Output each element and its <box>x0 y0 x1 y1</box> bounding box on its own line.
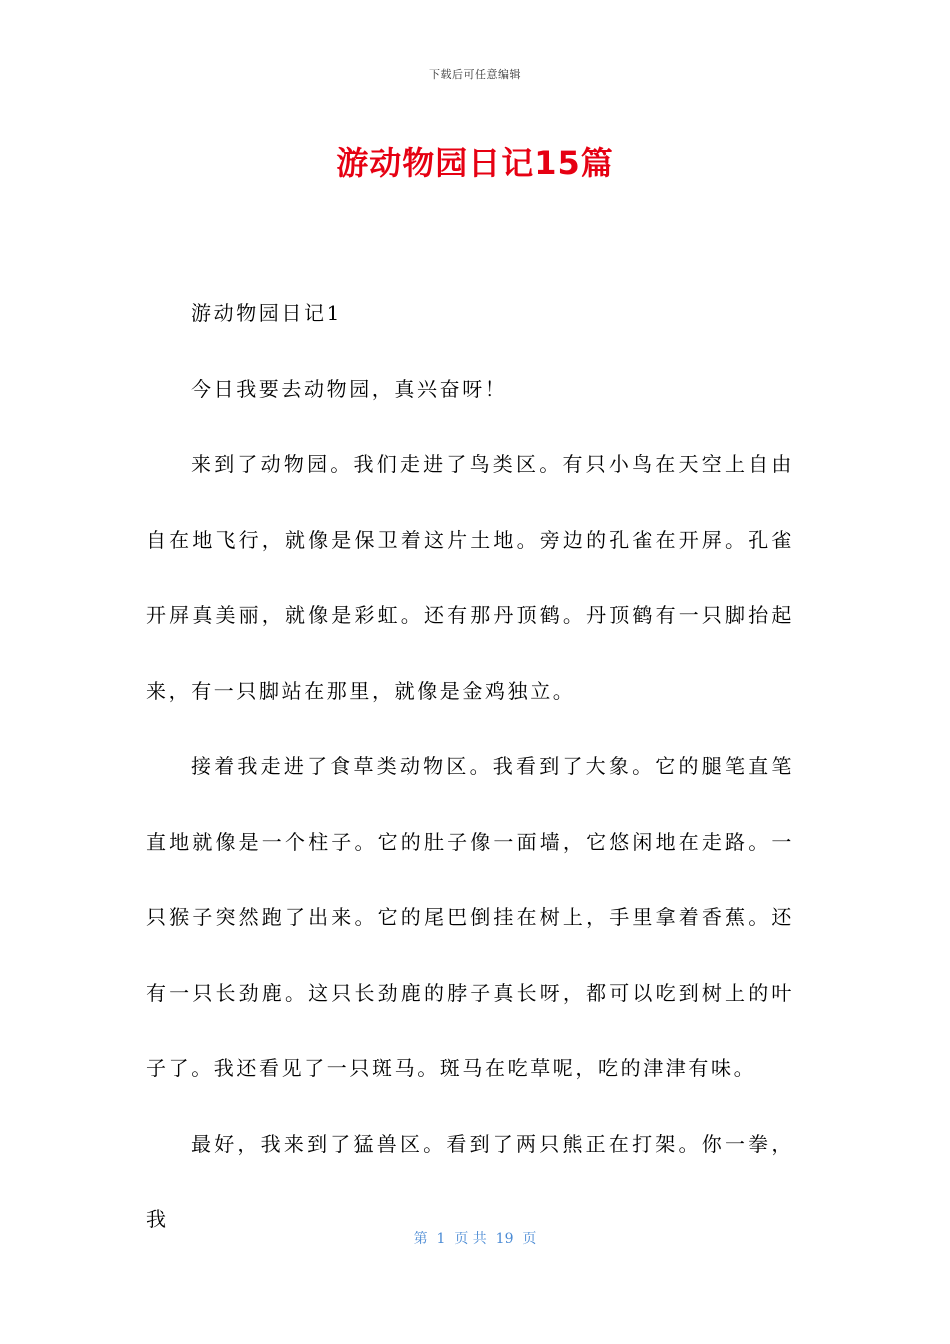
page-number-footer: 第 1 页 共 19 页 <box>413 1231 537 1247</box>
paragraph-3: 接着我走进了食草类动物区。我看到了大象。它的腿笔直笔直地就像是一个柱子。它的肚子像一面墙，它悠闲地在走路。一只猴子突然跑了出来。它的尾巴倒挂在树上，手里拿着香蕉。还有一只长劲鹿。这只长劲鹿的脖子真长呀，都可以吃到树上的叶子了。我还看见了一只斑马。斑马在吃草呢，吃的津津有味。 <box>146 754 794 1080</box>
paragraph-4: 最好，我来到了猛兽区。看到了两只熊正在打架。你一拳，我 <box>146 1131 794 1231</box>
section-heading: 游动物园日记1 <box>191 301 342 325</box>
document-body <box>146 276 794 1258</box>
document-title: 游动物园日记15篇 <box>336 144 614 182</box>
header-note: 下载后可任意编辑 <box>429 68 521 81</box>
paragraph-2: 来到了动物园。我们走进了鸟类区。有只小鸟在天空上自由自在地飞行，就像是保卫着这片土地。旁边的孔雀在开屏。孔雀开屏真美丽，就像是彩虹。还有那丹顶鹤。丹顶鹤有一只脚抬起来，有一只脚站在那里，就像是金鸡独立。 <box>146 452 794 703</box>
paragraph-1: 今日我要去动物园，真兴奋呀！ <box>191 376 508 401</box>
